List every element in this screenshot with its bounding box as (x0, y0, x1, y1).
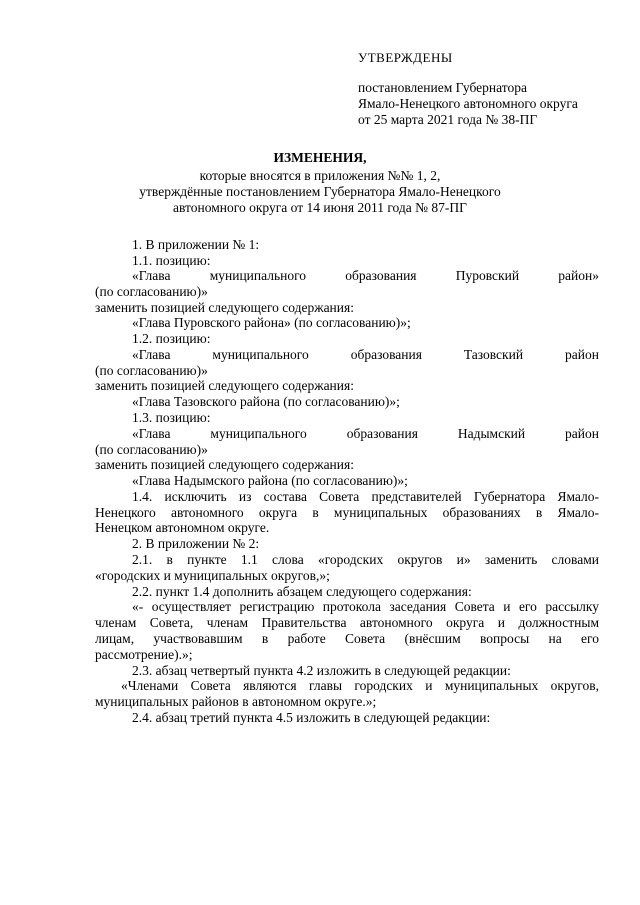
quote-word: Тазовский (463, 347, 524, 362)
item-1-3: 1.3. позицию: (132, 410, 211, 425)
item-2-3-quote-line-2: муниципальных районов в автономном округе.»; (95, 694, 377, 709)
quote-word: район (565, 426, 599, 441)
approval-line-2: Ямало-Ненецкого автономного округа (358, 96, 578, 111)
item-2-3-quote-line-1: «Членами Совета являются главы городских и муниципальных округов, (121, 678, 599, 693)
item-1-2: 1.2. позицию: (132, 331, 211, 346)
quote-word: «Глава (132, 268, 171, 283)
quote-word: Пуровский (455, 268, 520, 283)
document-title: ИЗМЕНЕНИЯ, (273, 150, 367, 165)
item-2-1-line-1: 2.1. в пункте 1.1 слова «городских округов и» заменить словами (132, 552, 599, 567)
approval-line-3: от 25 марта 2021 года № 38-ПГ (358, 112, 538, 127)
item-1-3-replace: заменить позицией следующего содержания: (95, 457, 354, 472)
quote-word: муниципального (210, 426, 307, 441)
quote-word: «Глава (132, 426, 171, 441)
item-2-1-line-2: «городских и муниципальных округов,»; (95, 568, 330, 583)
approved-stamp-heading: УТВЕРЖДЕНЫ (358, 50, 453, 65)
item-2-4: 2.4. абзац третий пункта 4.5 изложить в следующей редакции: (132, 710, 491, 725)
item-2-2-quote-line-2: членам Совета, членам Правительства автономного округа и должностным (95, 615, 599, 630)
item-1-1-new: «Глава Пуровского района» (по согласованию)»; (132, 315, 411, 330)
item-1-1-quote (132, 268, 599, 284)
item-2-2-quote-line-3: лицам, участвовавшим в работе Совета (внёсшим вопросы на его (95, 631, 599, 646)
subtitle-line-2: утверждённые постановлением Губернатора Ямало-Ненецкого (139, 184, 501, 199)
item-1-3-new: «Глава Надымского района (по согласованию)»; (132, 473, 408, 488)
quote-word: образования (345, 268, 417, 283)
item-1-2-quote (132, 347, 599, 363)
item-2-2-quote-line-1: «- осуществляет регистрацию протокола заседания Совета и его рассылку (132, 599, 599, 614)
item-1-3-quote-cont: (по согласованию)» (95, 442, 208, 457)
subtitle-line-3: автономного округа от 14 июня 2011 года № 87-ПГ (173, 200, 467, 215)
quote-word: район (565, 347, 599, 362)
quote-word: муниципального (209, 268, 307, 283)
approval-line-1: постановлением Губернатора (358, 80, 527, 95)
quote-word: «Глава (132, 347, 171, 362)
quote-word: образования (350, 347, 422, 362)
item-2-2: 2.2. пункт 1.4 дополнить абзацем следующего содержания: (132, 584, 472, 599)
item-1-4-line-3: Ненецком автономном округе. (95, 520, 270, 535)
item-1-4-line-2: Ненецкого автономного округа в муниципальных образованиях в Ямало- (95, 505, 599, 520)
item-1-1-quote-cont: (по согласованию)» (95, 284, 208, 299)
quote-word: муниципального (212, 347, 309, 362)
item-1-1-replace: заменить позицией следующего содержания: (95, 300, 354, 315)
section-2-heading: 2. В приложении № 2: (132, 536, 260, 551)
item-1-2-replace: заменить позицией следующего содержания: (95, 378, 354, 393)
section-1-heading: 1. В приложении № 1: (132, 237, 260, 252)
item-2-2-quote-line-4: рассмотрение).»; (95, 647, 193, 662)
item-2-3: 2.3. абзац четвертый пункта 4.2 изложить в следующей редакции: (132, 663, 511, 678)
item-1-1: 1.1. позицию: (132, 253, 211, 268)
item-1-3-quote (132, 426, 599, 442)
quote-word: образования (346, 426, 418, 441)
item-1-2-quote-cont: (по согласованию)» (95, 363, 208, 378)
subtitle-line-1: которые вносятся в приложения №№ 1, 2, (199, 168, 441, 183)
quote-word: район» (558, 268, 599, 283)
item-1-4-line-1: 1.4. исключить из состава Совета представителей Губернатора Ямало- (132, 489, 599, 504)
quote-word: Надымский (457, 426, 526, 441)
item-1-2-new: «Глава Тазовского района (по согласованию)»; (132, 394, 400, 409)
